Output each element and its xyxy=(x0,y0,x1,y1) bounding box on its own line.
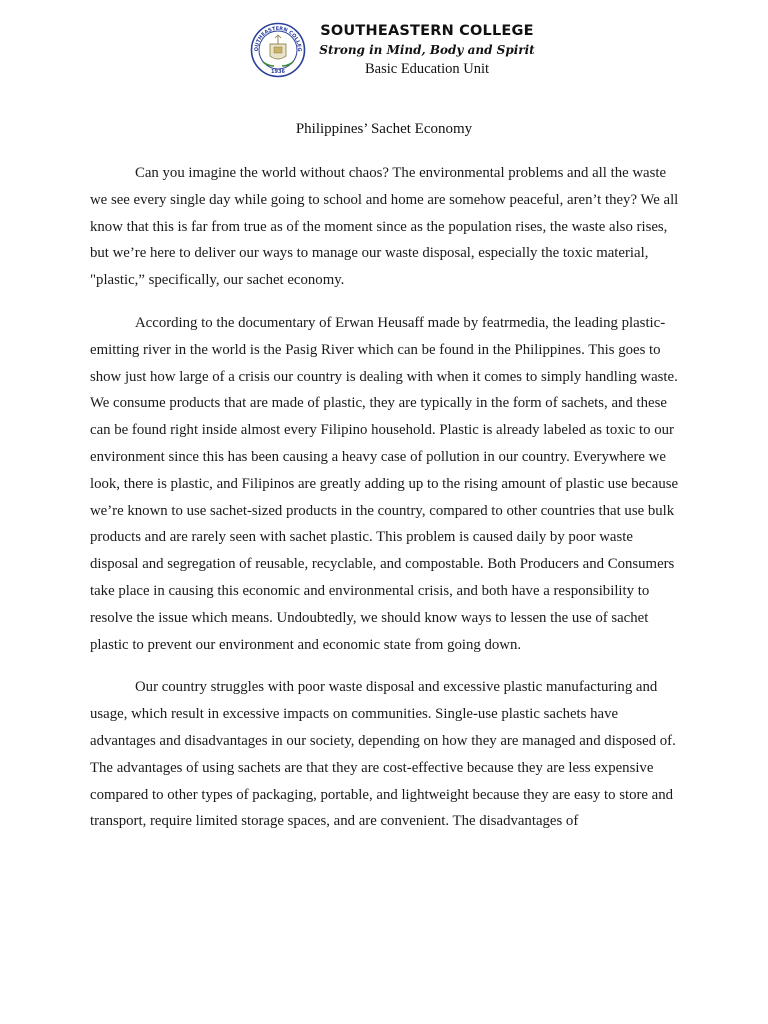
college-seal-logo xyxy=(250,22,306,78)
unit-name: Basic Education Unit xyxy=(364,61,490,77)
paragraph: Can you imagine the world without chaos? The environmental problems and all the waste we see every single day while going to school and home are somehow peaceful, aren’t they? We all know that this is far from true as of the moment since as the population rises, the waste also rises, but we’re here to deliver our ways to manage our waste disposal, especially the toxic material, "plastic,” specifically, our sachet economy. xyxy=(90,165,679,289)
seal-year: 1936 xyxy=(271,69,285,75)
seal-ring-text: OUTHEASTERN COLLEG xyxy=(253,25,303,52)
college-motto: Strong in Mind, Body and Spirit xyxy=(319,43,535,57)
paragraph: According to the documentary of Erwan Heusaff made by featrmedia, the leading plastic-emitting river in the world is the Pasig River which can be found in the Philippines. This goes to show just how large of a crisis our country is dealing with when it comes to simply handling waste. We consume products that are made of plastic, they are typically in the form of sachets, and these can be found right inside almost every Filipino household. Plastic is already labeled as toxic to our environment since this has been causing a heavy case of pollution in our country. Everywhere we look, there is plastic, and Filipinos are greatly adding up to the rising amount of plastic use because we’re known to use sachet-sized products in the country, compared to other countries that use bulk products and are rarely seen with sachet plastic. This problem is caused daily by poor waste disposal and segregation of reusable, recyclable, and compostable. Both Producers and Consumers take place in causing this economic and environmental crisis, and both have a responsibility to resolve the issue which means. Undoubtedly, we should know ways to lessen the use of sachet plastic to prevent our environment and economic state from going down. xyxy=(90,314,679,653)
paragraph: Our country struggles with poor waste disposal and excessive plastic manufacturing and usage, which result in excessive impacts on communities. Single-use plastic sachets have advantages and disadvantages in our society, depending on how they are managed and disposed of. The advantages of using sachets are that they are cost-effective because they are less expensive compared to other types of packaging, portable, and lightweight because they are easy to store and transport, require limited storage spaces, and are convenient. The disadvantages of xyxy=(90,679,676,830)
document-title: Philippines’ Sachet Economy xyxy=(295,121,473,137)
document-body xyxy=(90,160,680,851)
letterhead xyxy=(250,18,550,80)
letterhead-text xyxy=(312,18,542,78)
college-name: SOUTHEASTERN COLLEGE xyxy=(320,23,534,39)
